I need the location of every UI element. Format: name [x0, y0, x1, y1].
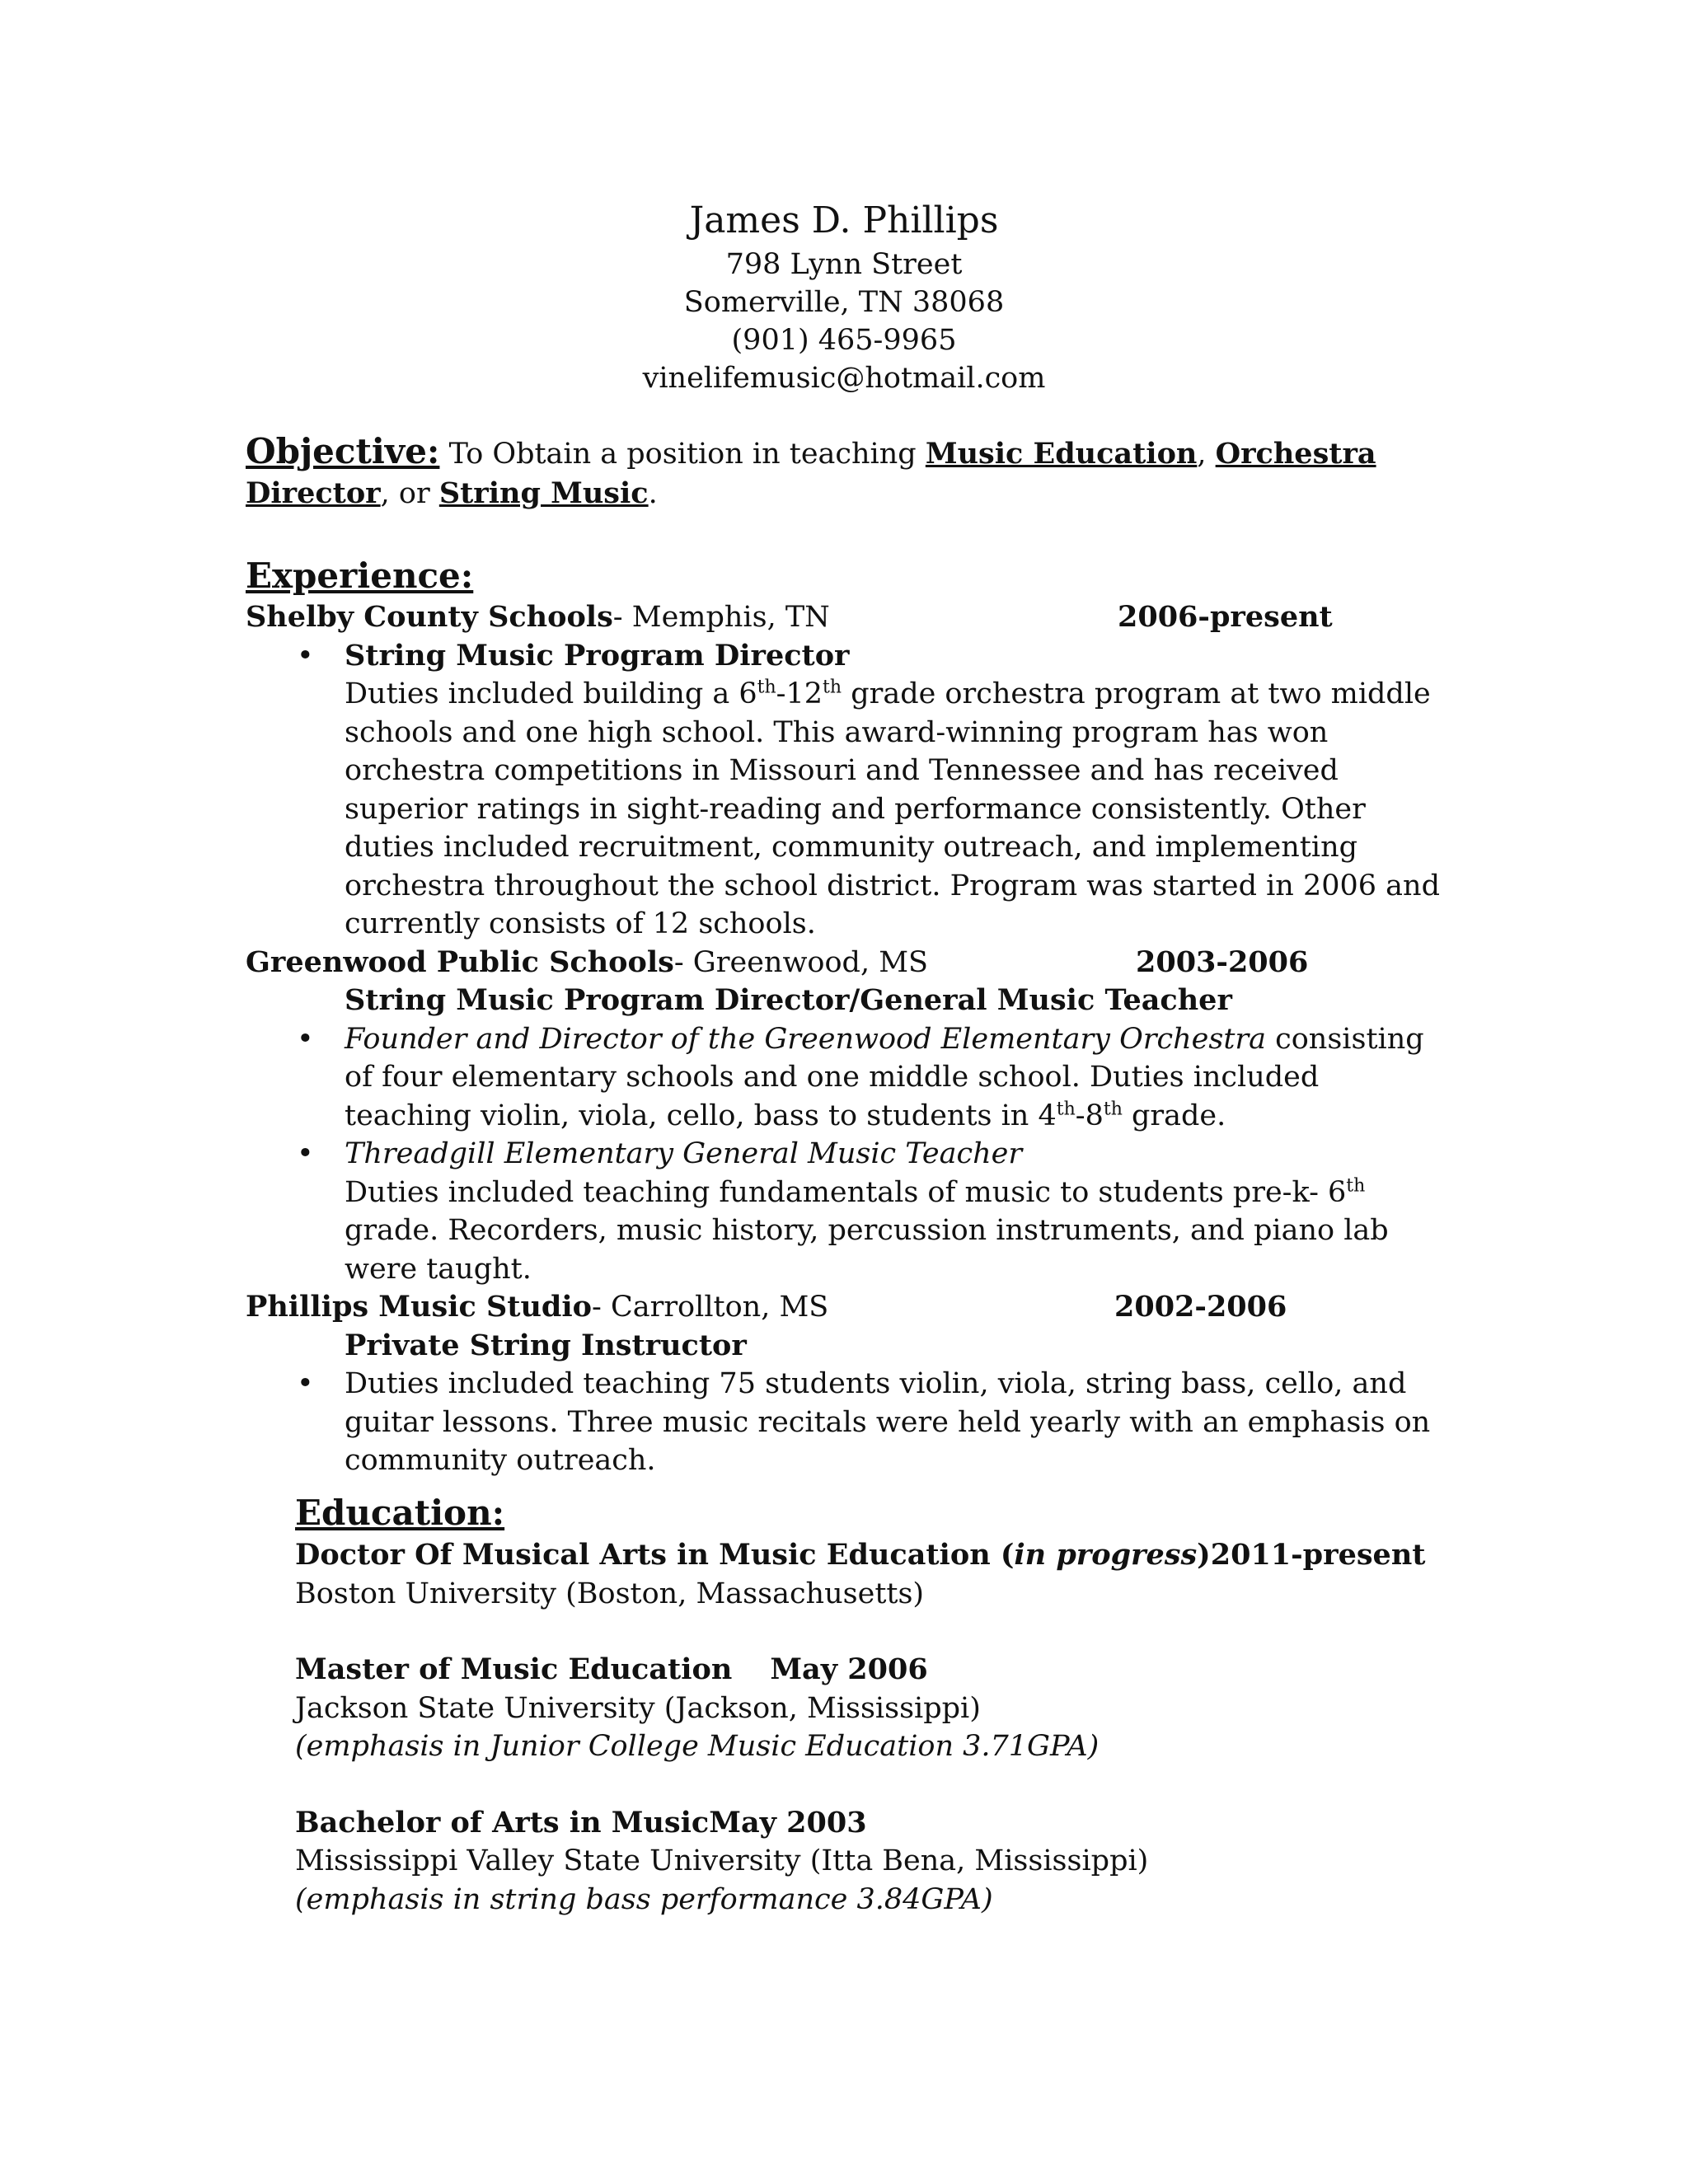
job-dates: 2003-2006 — [1136, 944, 1309, 979]
degree-note: (emphasis in Junior College Music Education 3.71GPA) — [295, 1730, 1100, 1763]
bullet-icon: • — [297, 1022, 314, 1056]
employer-location: - Carrollton, MS — [592, 1291, 829, 1324]
education-entry — [295, 1651, 1449, 1766]
experience-title: Experience: — [246, 555, 474, 596]
education-section — [295, 1490, 1449, 1957]
job-description: Duties included teaching fundamentals of music to students pre-k- 6th grade. Recorders, music history, percussion instruments, and piano lab were taught. — [345, 1174, 1389, 1286]
employer-name: Phillips Music Studio — [246, 1290, 592, 1324]
objective-intro: To Obtain a position in teaching — [439, 438, 926, 471]
job-bullet — [246, 1365, 1449, 1480]
bullet-icon: • — [297, 639, 314, 673]
school-name: Jackson State University (Jackson, Mississippi) — [295, 1691, 981, 1725]
education-entry — [295, 1804, 1449, 1919]
job-header — [246, 598, 1449, 637]
email-address: vinelifemusic@hotmail.com — [642, 362, 1046, 395]
phone-number: (901) 465-9965 — [731, 324, 957, 357]
employer-location: - Memphis, TN — [612, 601, 830, 634]
school-name: Mississippi Valley State University (Itta Bena, Mississippi) — [295, 1844, 1149, 1877]
degree-note: (emphasis in string bass performance 3.84GPA) — [295, 1882, 993, 1916]
objective-title: Objective: — [246, 431, 440, 471]
job-description: Duties included teaching 75 students violin, viola, string bass, cello, and guitar lessons. Three music recitals were held yearly with an emphasis on community outreach. — [345, 1367, 1431, 1477]
job-role: Private String Instructor — [345, 1328, 747, 1362]
objective-field-orchestra-director: Orchestra Director — [246, 437, 1376, 510]
school-name: Boston University (Boston, Massachusetts) — [295, 1577, 925, 1610]
objective-field-music-education: Music Education — [925, 437, 1198, 471]
objective-field-string-music: String Music — [438, 476, 649, 510]
bullet-icon: • — [297, 1137, 314, 1170]
experience-section — [246, 554, 1449, 1480]
degree-title: Bachelor of Arts in MusicMay 2003 — [295, 1805, 867, 1840]
employer-location: - Greenwood, MS — [673, 945, 929, 979]
job-dates: 2002-2006 — [1114, 1290, 1287, 1324]
education-title: Education: — [295, 1493, 505, 1533]
employer-name: Shelby County Schools — [246, 600, 613, 634]
employer-name: Greenwood Public Schools — [246, 944, 674, 979]
job-bullet — [246, 1020, 1449, 1136]
job-role: String Music Program Director/General Music Teacher — [345, 983, 1232, 1017]
job-header — [246, 944, 1449, 982]
education-entry — [295, 1536, 1449, 1613]
street-address: 798 Lynn Street — [725, 248, 963, 281]
job-bullet — [246, 1135, 1449, 1288]
contact-header — [0, 196, 1688, 397]
job-header — [246, 1288, 1449, 1327]
job-description: Duties included building a 6th-12th grade orchestra program at two middle schools and one high school. This award-winning program has won orchestra competitions in Missouri and Tennessee and has received superior ratings in sight-reading and performance consistently. Other duties included recruitment, community outreach, and implementing orchestra throughout the school district. Program was started in 2006 and currently consists of 12 schools. — [345, 677, 1440, 940]
candidate-name: James D. Phillips — [689, 199, 999, 241]
bullet-icon: • — [297, 1367, 314, 1400]
job-role: String Music Program Director — [345, 638, 850, 673]
job-dates: 2006-present — [1118, 600, 1333, 634]
city-state-zip: Somerville, TN 38068 — [683, 286, 1005, 319]
objective-separator: , or — [380, 477, 439, 510]
job-bullet — [246, 637, 1449, 944]
objective-end: . — [648, 477, 658, 510]
degree-title: Master of Music Education May 2006 — [295, 1652, 928, 1686]
job-description: Founder and Director of the Greenwood Elementary Orchestra consisting of four elementary schools and one middle school. Duties included teaching violin, viola, cello, bass to students in 4th-8th grade. — [345, 1022, 1424, 1132]
job-subrole: Threadgill Elementary General Music Teacher — [345, 1137, 1023, 1170]
degree-title: Doctor Of Musical Arts in Music Education (in progress)2011-present — [295, 1538, 1426, 1572]
objective-section — [246, 432, 1449, 513]
objective-separator: , — [1197, 438, 1216, 471]
degree-date: May 2006 — [770, 1652, 928, 1686]
